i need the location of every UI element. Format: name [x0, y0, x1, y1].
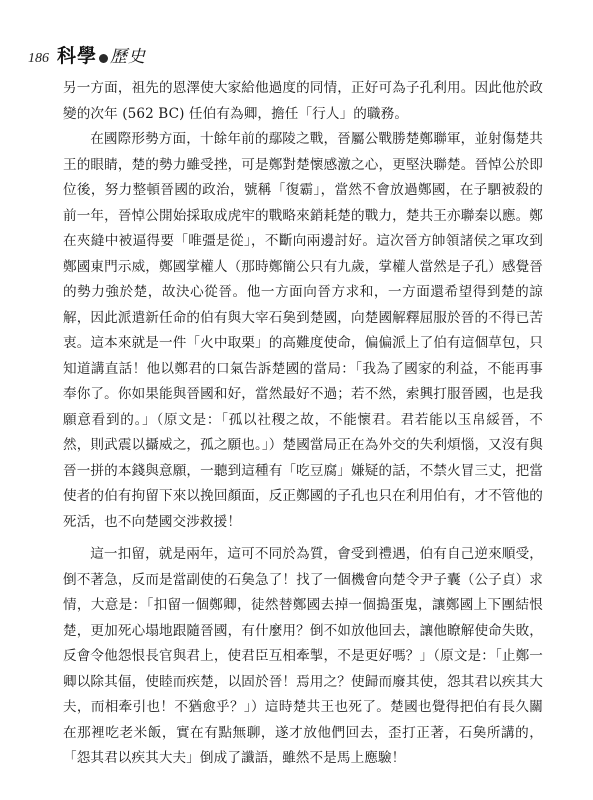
page-number: 186	[28, 51, 49, 66]
body-text	[63, 76, 543, 772]
paragraph-3: 這一扣留，就是兩年，這可不同於為質，會受到禮遇，伯有自己逆來順受，倒不著急，反而是當副使的石㚟急了！找了一個機會向楚令尹子囊（公子貞）求情，大意是：「扣留一個鄭卿，徒然替鄭國去掉一個搗蛋鬼，讓鄭國上下團結恨楚，更加死心塌地跟隨晉國，有什麼用？倒不如放他回去，讓他瞭解使命失敗，反會令他怨恨長官與君上，使君臣互相牽掣，不是更好嗎？」（原文是：「止鄭一卿以除其偪，使睦而疾楚，以固於晉！焉用之？使歸而廢其使，怨其君以疾其大夫，而相牽引也！不猶愈乎？」）這時楚共王也死了。楚國也覺得把伯有長久關在那裡吃老米飯，實在有點無聊，遂才放他們回去，歪打正著，石㚟所講的，「怨其君以疾其大夫」倒成了讖語，雖然不是馬上應驗！	[63, 546, 543, 766]
running-header	[28, 34, 146, 66]
paragraph-2: 在國際形勢方面，十餘年前的鄢陵之戰，晉屬公戰勝楚鄭聯軍，並射傷楚共王的眼睛，楚的勢力雖受挫，可是鄭對楚懷感激之心，更堅決聯楚。晉悼公於即位後，努力整頓晉國的政治，號稱「復霸」，當然不會放過鄭國，在子駟被殺的前一年，晉悼公開始採取成虎牢的戰略來銷耗楚的戰力，楚共王亦聯秦以應。鄭在夾縫中被逼得要「唯彊是從」，不斷向兩邊討好。這次晉方帥領諸侯之軍攻到鄭國東門示威，鄭國掌權人（那時鄭簡公只有九歲，掌權人當然是子孔）感覺晉的勢力強於楚，故決心從晉。他一方面向晉方求和，一方面還希望得到楚的諒解，因此派遣新任命的伯有與大宰石㚟到楚國，向楚國解釋屈服於晉的不得已苦衷。這本來就是一件「火中取栗」的高難度使命，偏偏派上了伯有這個草包，只知道講直話！他以鄭君的口氣告訴楚國的當局：「我為了國家的利益，不能再事奉你了。你如果能與晉國和好，當然最好不過；若不然，索興打服晉國，也是我願意看到的。」（原文是：「孤以社稷之故，不能懷君。君若能以玉帛綏晉，不然，則武震以攝威之，孤之願也。」）楚國當局正在為外交的失利煩惱，又沒有與晉一拼的本錢與意願，一聽到這種有「吃豆腐」嫌疑的話，不禁火冒三丈，把當使者的伯有拘留下來以挽回顏面，反正鄭國的子孔也只在利用伯有，才不管他的死活，也不向楚國交涉救援！	[63, 131, 543, 530]
book-title-part1: 科學	[57, 45, 98, 67]
book-title	[57, 47, 146, 66]
paragraph-gap	[63, 535, 543, 542]
title-logo-icon	[99, 54, 108, 63]
book-title-part2: 歷史	[110, 47, 147, 67]
paragraph-1: 另一方面，祖先的恩澤使大家給他過度的同情，正好可為子孔利用。因此他於政變的次年 (562 BC) 任伯有為卿，擔任「行人」的職務。	[63, 80, 543, 122]
